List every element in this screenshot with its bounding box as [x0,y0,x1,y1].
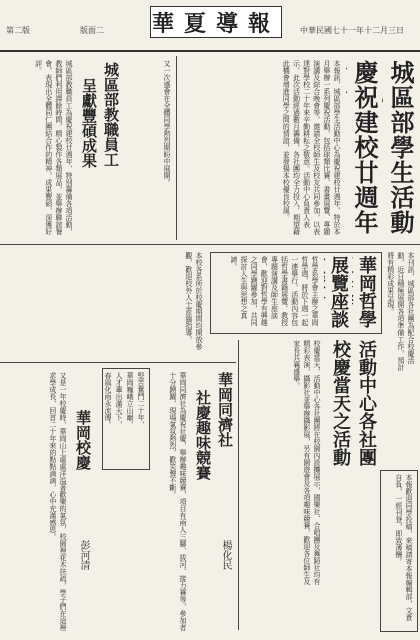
essay-byline: 彭河清 [78,540,89,570]
essay-body: 又是一年校慶時，華岡山上處處洋溢著歡樂的氣氛，校園裡花木扶疏，學子們在這裡求學成長，回首二十年來的點點滴滴，心中充滿感恩。 [48,372,67,631]
sports-body: 華岡同濟社為慶祝社慶，舉辦趣味競賽，項目有兩人三腳、拔河、接力賽等，參加者十分踴躍，現場氣氛熱烈，歡笑聲不斷。 [168,372,187,631]
sports-headline-line2: 社慶趣味競賽 [194,390,212,480]
poem-line-2: 華岡巍峨立山巔， [126,372,134,428]
brief-right-body: 本刊訊，城區部各社團為配合校慶活動，近日積極展開各項準備工作，預計將有精彩成果呈現。 [386,252,415,371]
main-headline-line1: 城區部學生活動 [386,60,415,235]
philosophy-body: 哲學系學會主辦之華岡哲學週，將於下週一起一連舉行，活動內容包括哲學書籍展覽、教授專題演講及師生座談會，歡迎對哲學有興趣之同學踴躍參加，共同探討人生與思想之真諦。 [229,256,319,326]
section-divider [0,244,420,245]
poem-line-4: 春風化雨永流傳。 [104,372,112,428]
section-divider-lower [0,362,236,363]
date-line: 中華民國七十一年十二月三日 [300,26,404,35]
sports-byline: 楊化民 [220,540,231,570]
page-label: 第二版 [6,26,30,35]
notice-body: 本報歡迎同學投稿，來稿請寄本報編輯部，文責自負，一經刊登，即致薄酬。 [394,474,413,621]
philosophy-headline-line1: 華岡哲學 [356,256,377,328]
column-divider [176,56,177,240]
clubs-headline-line1: 活動中心各社團 [356,340,377,466]
clubs-headline-line2: 校慶當天之活動 [330,340,351,466]
sports-headline-line1: 華岡同濟社 [216,372,234,447]
clubs-body: 校慶當天，活動中心各社團將在校園內設攤展示，國樂社、合唱團及舞蹈社均有精彩表演，攝影社並舉辦攝影展，另有園遊會及各項趣味競賽，歡迎各位師生及家長共襄盛舉。 [292,340,321,585]
teachers-intro: 又一次盛會在全體同學熱烈期盼中展開。 [163,60,171,186]
masthead [0,0,420,52]
teachers-body: 城區部教職員工為慶祝建校廿週年，特別籌備各項活動，教師們利用課餘時間，精心製作各類展品，並舉辦聯誼餐會，表現出全體同仁團結合作的精神，成果豐碩，深獲好評。 [34,60,73,235]
poem-line-1: 堅苦奮鬥二十年， [137,372,145,428]
essay-headline: 華岡校慶 [74,410,92,470]
philosophy-headline-line2: 展覽座談 [328,256,349,328]
main-article-body: 本報訊，城區部學生活動中心為慶祝建校廿週年，特於本月舉辦一系列慶祝活動，包括球類比賽、書畫展覽、專題演講及綜合晚會等，邀請全校師生及校友共同參加，以表達對學校二十年來辛勤耕耘之敬意。活動中心負責人表示，此次活動經過數月籌備，各社團均全力投入，期望藉此機會增進同學之間的情誼，並發揚本校優良校風。 [282,60,341,235]
poem-line-3: 人才輩出滿天下， [115,372,123,428]
section-label: 版面二 [80,26,104,35]
teachers-headline: 城區部教職員工 [102,62,120,167]
main-headline-line2: 慶祝建校廿週年 [350,60,379,235]
paper-title: 華夏導報 [150,6,282,38]
brief-left-body: 本校各系所於校慶期間均開放參觀，歡迎校外人士蒞臨指導。 [184,252,203,350]
teachers-subheadline: 呈獻豐碩成果 [80,78,98,168]
column-divider-lower [238,340,239,630]
